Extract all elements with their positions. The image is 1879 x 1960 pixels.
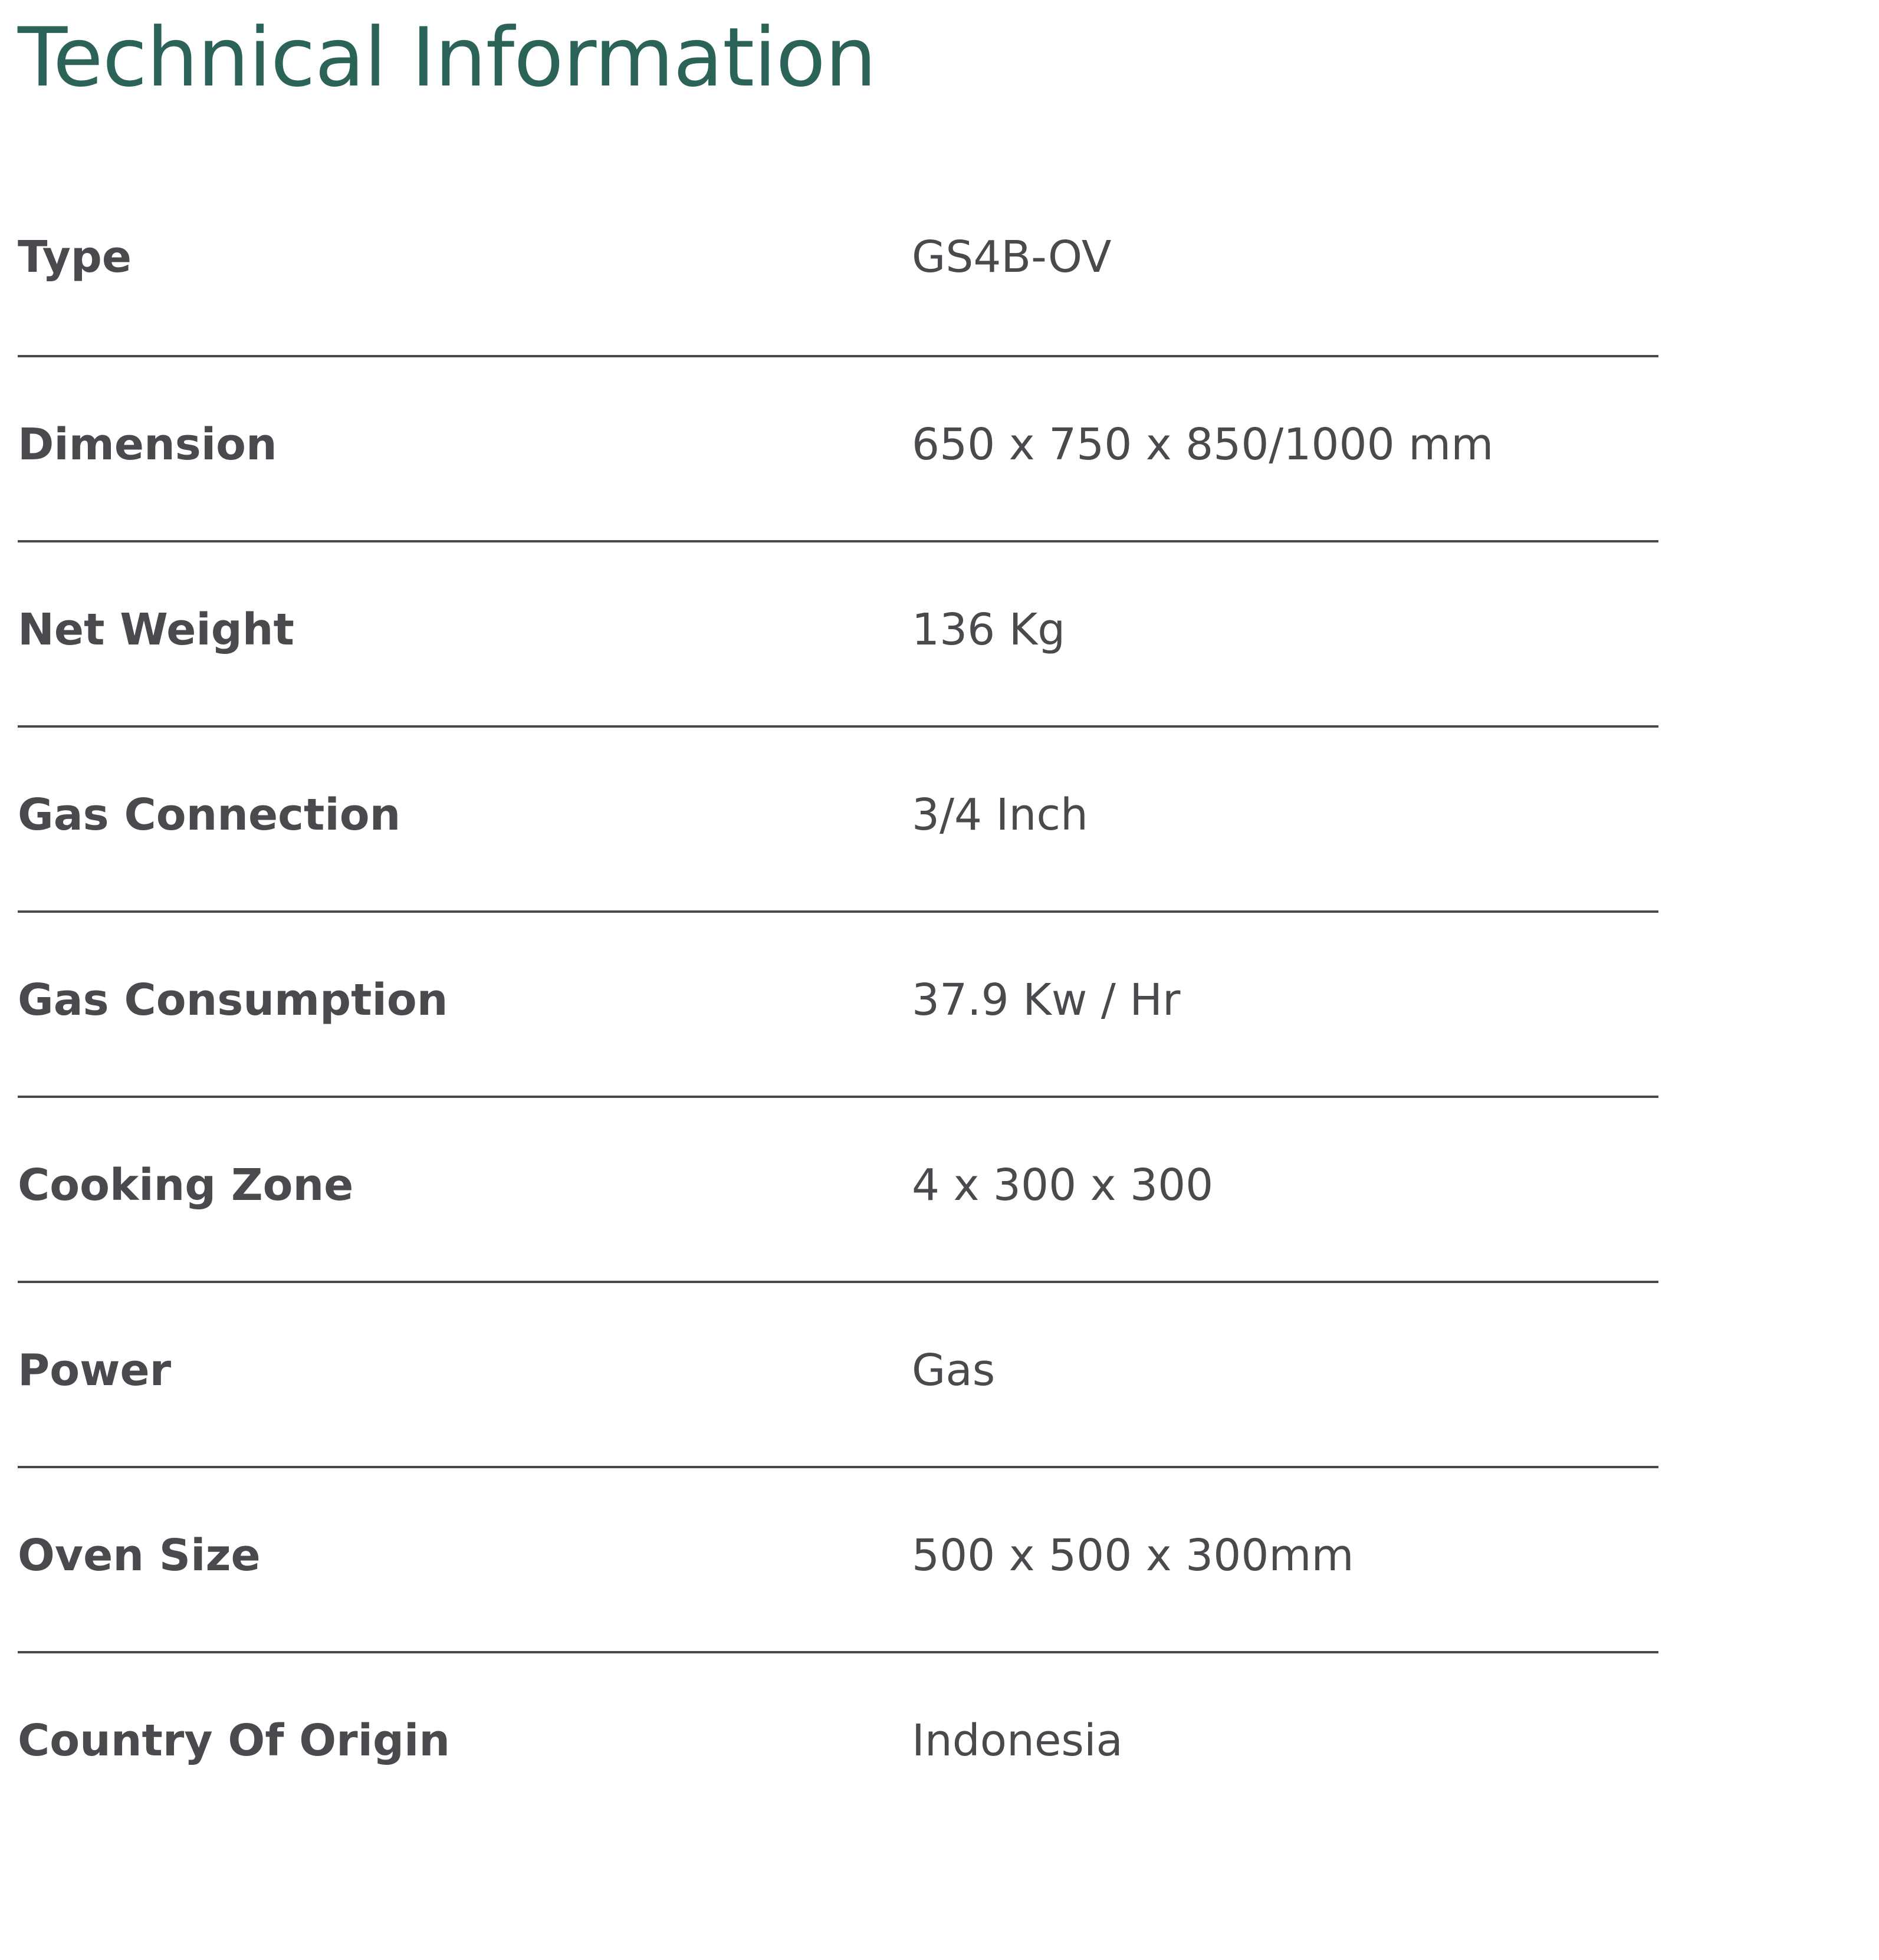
- spec-row-oven-size: [18, 1466, 1658, 1651]
- spec-label: Country Of Origin: [18, 1715, 451, 1766]
- spec-label: Type: [18, 232, 132, 282]
- spec-value: Indonesia: [912, 1715, 1123, 1766]
- spec-row-country-of-origin: [18, 1651, 1658, 1836]
- spec-label: Net Weight: [18, 604, 294, 655]
- spec-row-cooking-zone: [18, 1096, 1658, 1281]
- spec-row-type: [18, 170, 1658, 355]
- spec-table: [18, 170, 1658, 1836]
- spec-value: 500 x 500 x 300mm: [912, 1530, 1354, 1581]
- spec-value: 37.9 Kw / Hr: [912, 975, 1181, 1025]
- spec-row-gas-consumption: [18, 910, 1658, 1096]
- spec-value: 4 x 300 x 300: [912, 1160, 1214, 1211]
- spec-label: Gas Consumption: [18, 975, 448, 1025]
- spec-value: 650 x 750 x 850/1000 mm: [912, 419, 1494, 470]
- spec-value: GS4B-OV: [912, 232, 1112, 282]
- spec-row-gas-connection: [18, 725, 1658, 910]
- spec-row-dimension: [18, 355, 1658, 540]
- spec-row-power: [18, 1281, 1658, 1466]
- spec-row-net-weight: [18, 540, 1658, 725]
- spec-label: Oven Size: [18, 1530, 261, 1581]
- spec-label: Power: [18, 1345, 172, 1396]
- spec-value: 136 Kg: [912, 604, 1066, 655]
- page-title: Technical Information: [18, 10, 876, 105]
- spec-value: Gas: [912, 1345, 996, 1396]
- spec-label: Gas Connection: [18, 790, 401, 840]
- spec-label: Cooking Zone: [18, 1160, 354, 1211]
- spec-label: Dimension: [18, 419, 277, 470]
- spec-value: 3/4 Inch: [912, 790, 1088, 840]
